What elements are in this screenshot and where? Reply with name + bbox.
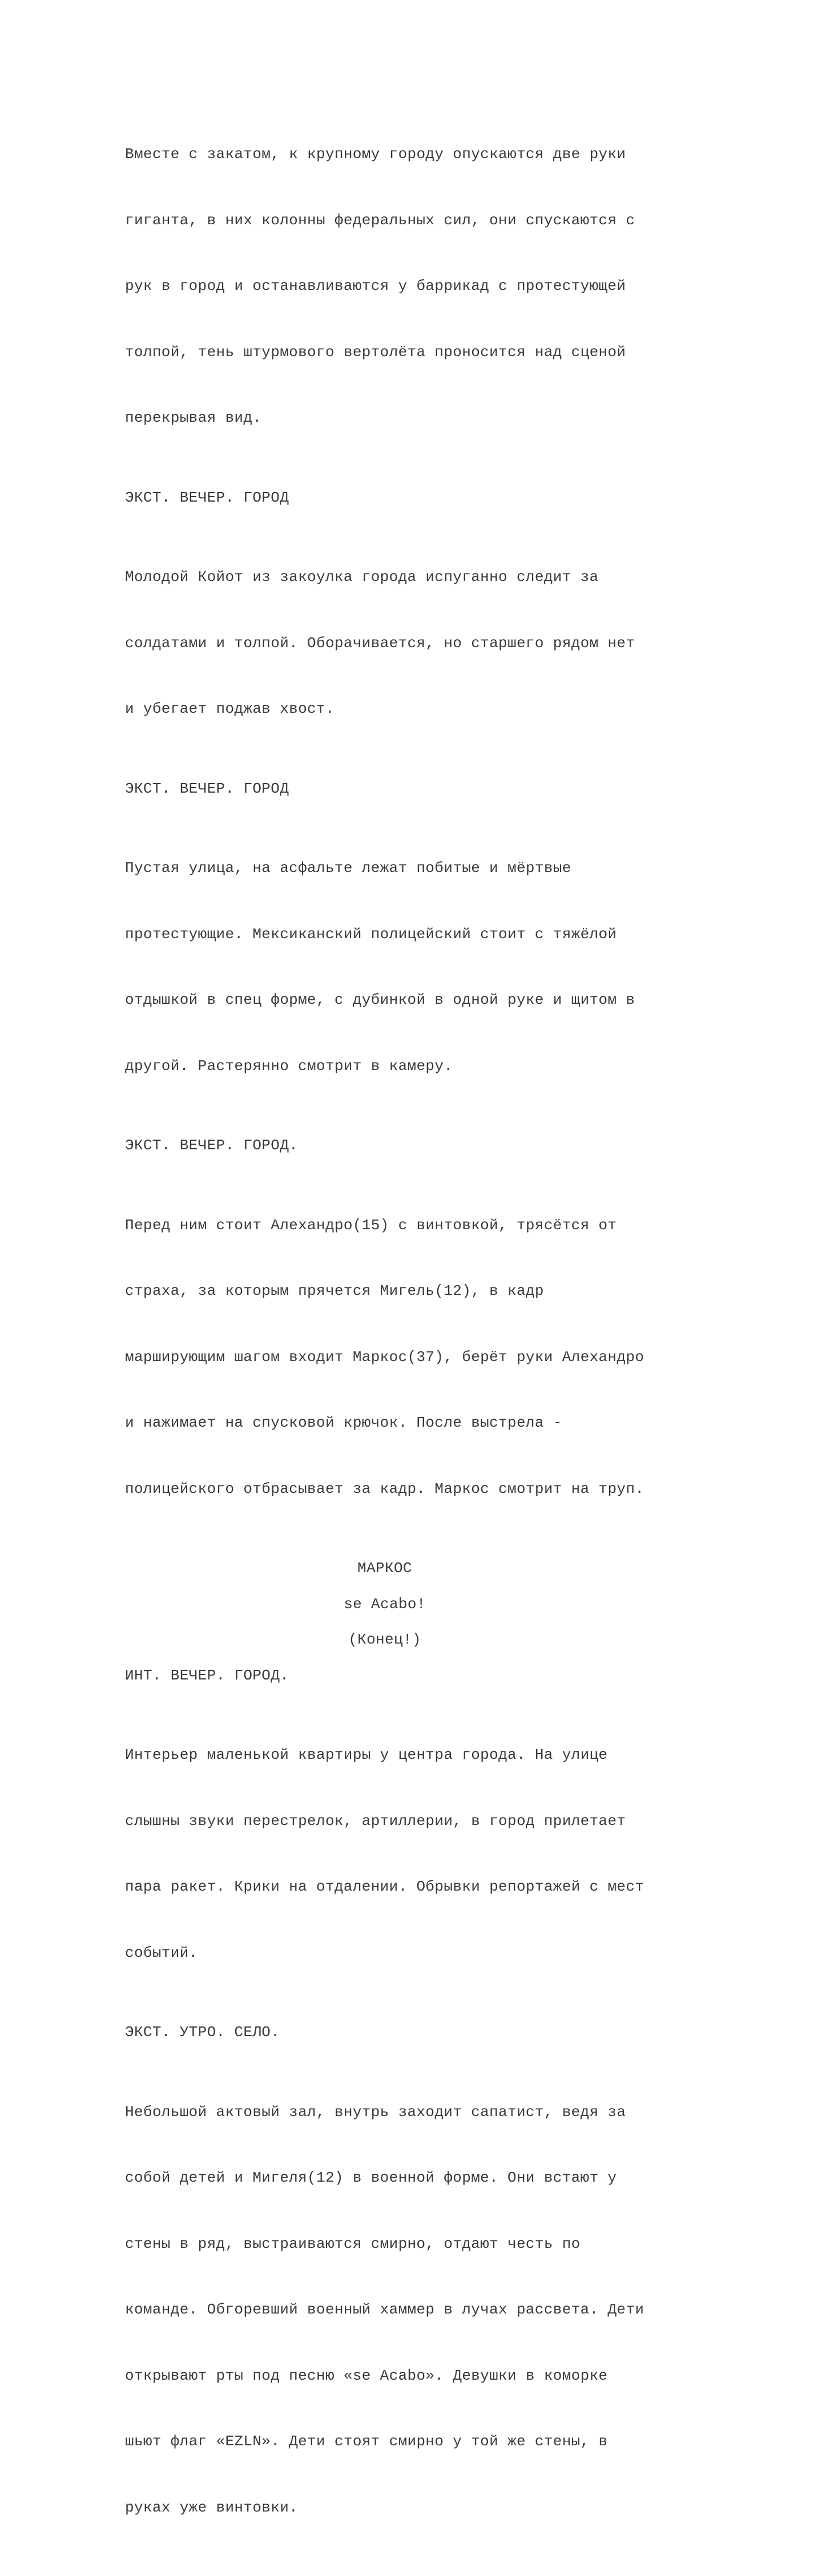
action-line: полицейского отбрасывает за кадр. Маркос смотрит на труп. bbox=[125, 1480, 644, 1497]
scene-heading: ИНТ. ВЕЧЕР. ГОРОД. bbox=[125, 1666, 289, 1684]
action-line: слышны звуки перестрелок, артиллерии, в город прилетает bbox=[125, 1812, 626, 1830]
action-line: солдатами и толпой. Оборачивается, но старшего рядом нет bbox=[125, 634, 635, 652]
character-name: МАРКОС bbox=[357, 1560, 412, 1577]
scene-heading: ЭКСТ. ВЕЧЕР. ГОРОД bbox=[125, 488, 289, 506]
action-line: и убегает поджав хвост. bbox=[125, 700, 335, 717]
action-line: шьют флаг «EZLN». Дети стоят смирно у той же стены, в bbox=[125, 2433, 608, 2450]
scene-heading: ЭКСТ. ВЕЧЕР. ГОРОД bbox=[125, 780, 289, 797]
action-block bbox=[125, 2057, 702, 2563]
action-line: и нажимает на спусковой крючок. После выстрела - bbox=[125, 1414, 562, 1431]
action-line: событий. bbox=[125, 1944, 198, 1961]
parenthetical: (Конец!) bbox=[348, 1631, 421, 1648]
action-block bbox=[125, 813, 702, 1121]
action-line: Небольшой актовый зал, внутрь заходит сапатист, ведя за bbox=[125, 2103, 626, 2121]
action-line: открывают рты под песню «se Acabo». Девушки в коморке bbox=[125, 2367, 608, 2384]
action-line: марширующим шагом входит Маркос(37), берёт руки Алехандро bbox=[125, 1348, 644, 1366]
action-line: гиганта, в них колонны федеральных сил, они спускаются с bbox=[125, 211, 635, 229]
action-line: Молодой Койот из закоулка города испуганно следит за bbox=[125, 568, 599, 586]
action-line: команде. Обгоревший военный хаммер в лучах рассвета. Дети bbox=[125, 2301, 644, 2318]
action-line: Перед ним стоит Алехандро(15) с винтовкой, трясётся от bbox=[125, 1216, 617, 1234]
dialogue-line: se Acabo! bbox=[344, 1595, 426, 1613]
action-line: отдышкой в спец форме, с дубинкой в одной руке и щитом в bbox=[125, 991, 635, 1008]
action-line: страха, за которым прячется Мигель(12), в кадр bbox=[125, 1282, 544, 1299]
action-block bbox=[125, 99, 702, 473]
action-line: перекрывая вид. bbox=[125, 409, 262, 426]
action-line: Пустая улица, на асфальте лежат побитые и мёртвые bbox=[125, 859, 571, 877]
scene-heading: ЭКСТ. УТРО. СЕЛО. bbox=[125, 2024, 280, 2041]
script-page bbox=[125, 99, 702, 2576]
action-block bbox=[125, 522, 702, 764]
action-line: Вместе с закатом, к крупному городу опускаются две руки bbox=[125, 146, 626, 163]
action-block bbox=[125, 1170, 702, 1544]
action-line: стены в ряд, выстраиваются смирно, отдают честь по bbox=[125, 2235, 581, 2252]
action-line: руках уже винтовки. bbox=[125, 2498, 299, 2516]
scene-heading: ЭКСТ. ВЕЧЕР. ГОРОД. bbox=[125, 1137, 299, 1154]
action-line: собой детей и Мигеля(12) в военной форме. Они встают у bbox=[125, 2169, 617, 2186]
action-line: пара ракет. Крики на отдалении. Обрывки репортажей с мест bbox=[125, 1878, 644, 1895]
action-line: толпой, тень штурмового вертолёта проносится над сценой bbox=[125, 343, 626, 361]
action-block bbox=[125, 1700, 702, 2008]
action-line: рук в город и останавливаются у баррикад с протестующей bbox=[125, 277, 626, 294]
action-line: протестующие. Мексиканский полицейский стоит с тяжёлой bbox=[125, 925, 617, 943]
action-line: Интерьер маленькой квартиры у центра города. На улице bbox=[125, 1746, 608, 1763]
action-line: другой. Растерянно смотрит в камеру. bbox=[125, 1057, 453, 1075]
